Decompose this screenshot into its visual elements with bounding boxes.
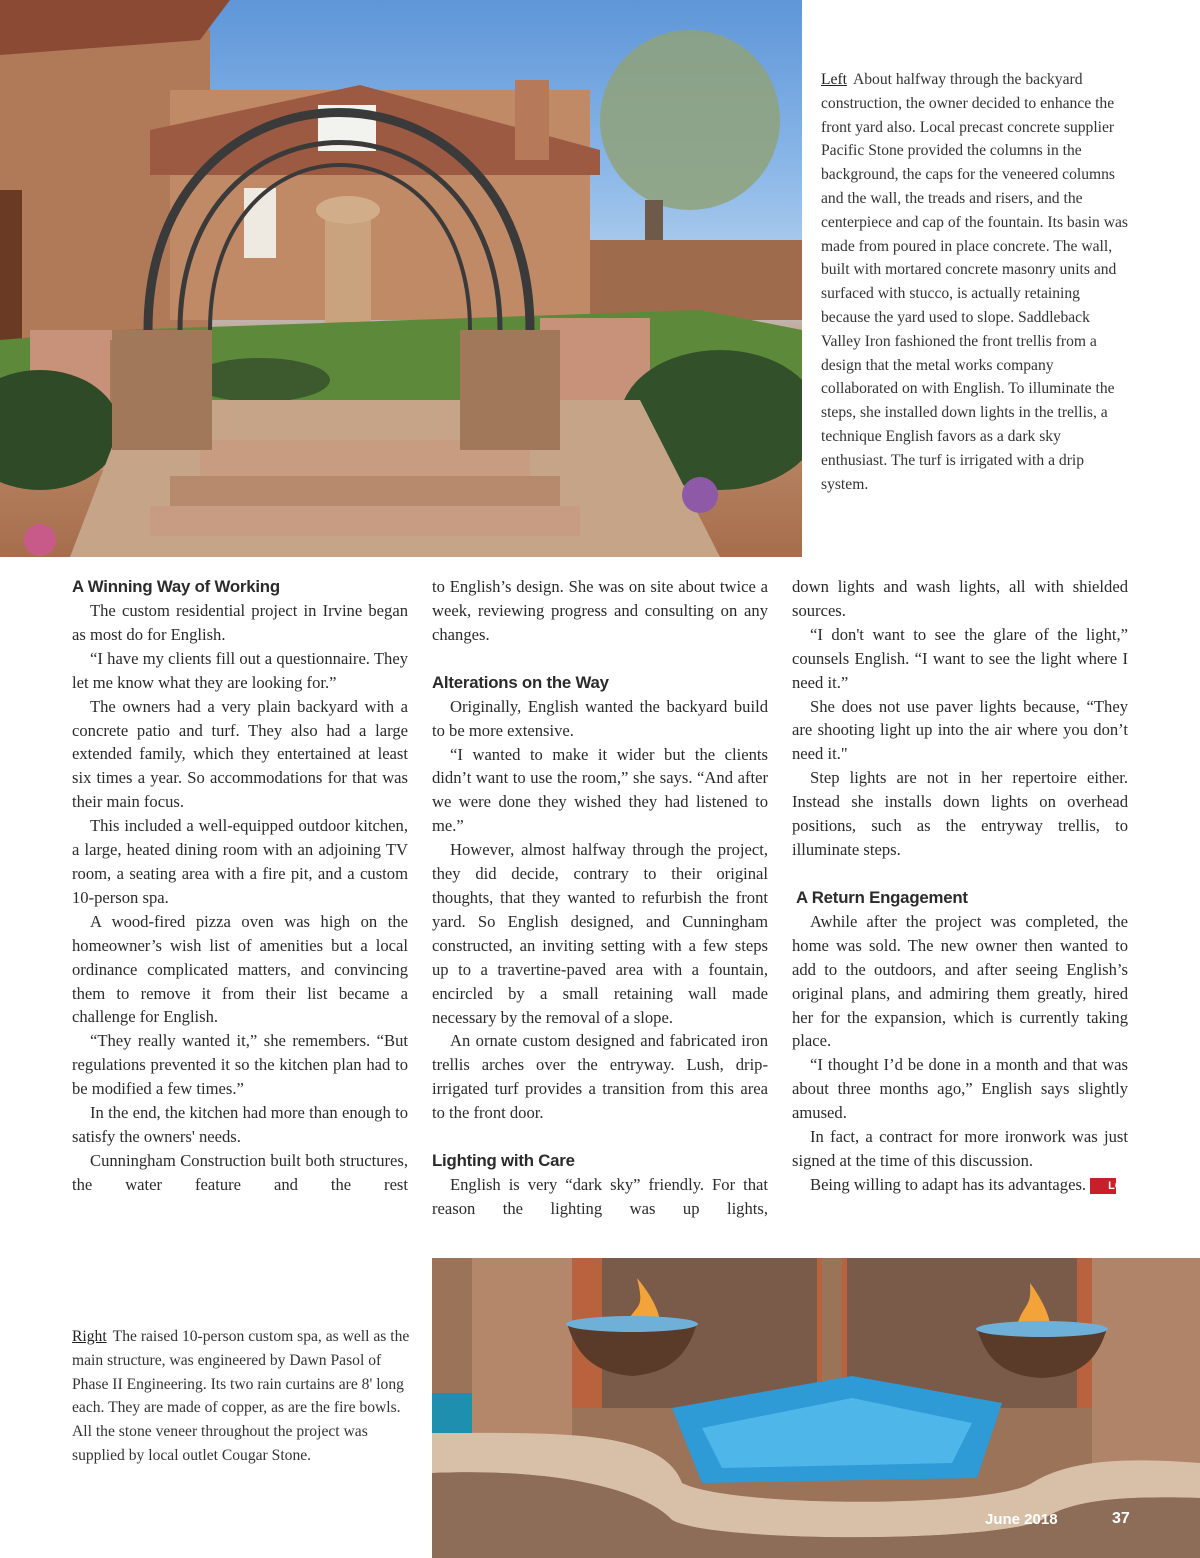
paragraph: Cunningham Construction built both structures, the water feature and the rest (72, 1150, 408, 1194)
paragraph: An ornate custom designed and fabricated iron trellis arches over the entryway. Lush, drip-irrigated turf provides a transition from this area to the front door. (432, 1031, 768, 1123)
closing-sentence: Being willing to adapt has its advantages. (810, 1174, 1087, 1194)
paragraph: She does not use paver lights because, “They are shooting light up into the air where you don’t need it." (792, 696, 1128, 764)
paragraph: A wood-fired pizza oven was high on the homeowner’s wish list of amenities but a local ordinance complicated matters, and convincing them to remove it from their list became a challenge for English. (72, 911, 408, 1027)
paragraph: Step lights are not in her repertoire either. Instead she installs down lights on overhead positions, such as the entryway trellis, to illuminate steps. (792, 768, 1128, 859)
section-heading: A Return Engagement (796, 887, 968, 907)
photo-caption-right (72, 1325, 412, 1468)
paragraph: “I wanted to make it wider but the clients didn’t want to use the room,” she says. “And after we were done they wished they had listened to me.” (432, 744, 768, 836)
paragraph: Awhile after the project was completed, the home was sold. The new owner then wanted to add to the outdoors, and after seeing English’s original plans, and admiring them greatly, hired her for the expansion, which is currently taking place. (792, 911, 1128, 1051)
front-yard-illustration (0, 0, 802, 557)
section-heading: Alterations on the Way (432, 672, 609, 692)
spa-illustration (432, 1258, 1200, 1558)
caption-text-right: The raised 10-person custom spa, as well as the main structure, was engineered by Dawn Pasol of Phase II Engineering. Its two rain curtains are 8' long each. They are made of copper, as are the fire bowls. All the stone veneer throughout the project was supplied by local outlet Cougar Stone. (72, 1328, 410, 1464)
paragraph: “I thought I’d be done in a month and that was about three months ago,” English says slightly amused. (792, 1055, 1128, 1123)
spa-photo (432, 1258, 1200, 1558)
paragraph: to English’s design. She was on site about twice a week, reviewing progress and consulting on any changes. (432, 577, 768, 644)
section-heading: A Winning Way of Working (72, 577, 280, 596)
paragraph: In the end, the kitchen had more than enough to satisfy the owners' needs. (72, 1103, 408, 1146)
paragraph: In fact, a contract for more ironwork was just signed at the time of this discussion. (792, 1127, 1128, 1170)
paragraph: The owners had a very plain backyard with a concrete patio and turf. They also had a large extended family, which they entertained at least six times a year. So accommodations for that was their main focus. (72, 696, 408, 812)
article-column-1 (72, 575, 408, 1197)
photo-caption-left (821, 68, 1131, 496)
issue-date: June 2018 (985, 1511, 1058, 1528)
paragraph: “I have my clients fill out a questionnaire. They let me know what they are looking for.” (72, 648, 408, 692)
paragraph: However, almost halfway through the project, they did decide, contrary to their original thoughts, that they wanted to refurbish the front yard. So English designed, and Cunningham constructed, an inviting setting with a few steps up to a travertine-paved area with a fountain, encircled by a small retaining wall made necessary by the removal of a slope. (432, 840, 768, 1027)
page-number: 37 (1112, 1510, 1130, 1527)
paragraph: The custom residential project in Irvine began as most do for English. (72, 601, 408, 644)
front-yard-photo (0, 0, 802, 557)
paragraph: “I don't want to see the glare of the light,” counsels English. “I want to see the light where I need it.” (792, 624, 1128, 692)
paragraph: English is very “dark sky” friendly. For that reason the lighting was up lights, (432, 1175, 768, 1218)
section-heading: Lighting with Care (432, 1151, 575, 1171)
article-column-3 (792, 575, 1128, 1197)
paragraph: Originally, English wanted the backyard build to be more extensive. (432, 696, 768, 740)
paragraph: “They really wanted it,” she remembers. “But regulations prevented it so the kitchen plan had to be modified a few times.” (72, 1031, 408, 1099)
paragraph-last (792, 1173, 1128, 1197)
paragraph: This included a well-equipped outdoor kitchen, a large, heated dining room with an adjoining TV room, a seating area with a fire pit, and a custom 10-person spa. (72, 816, 408, 907)
caption-lead-right: Right (72, 1328, 107, 1345)
caption-lead-left: Left (821, 71, 847, 88)
lc-logo: LC (1090, 1178, 1116, 1194)
article-column-2 (432, 575, 768, 1221)
paragraph: down lights and wash lights, all with shielded sources. (792, 577, 1128, 620)
caption-text-left: About halfway through the backyard construction, the owner decided to enhance the front yard also. Local precast concrete supplier Pacific Stone provided the columns in the background, the caps for the veneered columns and the wall, the treads and risers, and the centerpiece and cap of the fountain. Its basin was made from poured in place concrete. The wall, built with mortared concrete masonry units and surfaced with stucco, is actually retaining because the yard used to slope. Saddleback Valley Iron fashioned the front trellis from a design that the metal works company collaborated on with English. To illuminate the steps, she installed down lights in the trellis, a technique English favors as a dark sky enthusiast. The turf is irrigated with a drip system. (821, 71, 1128, 493)
